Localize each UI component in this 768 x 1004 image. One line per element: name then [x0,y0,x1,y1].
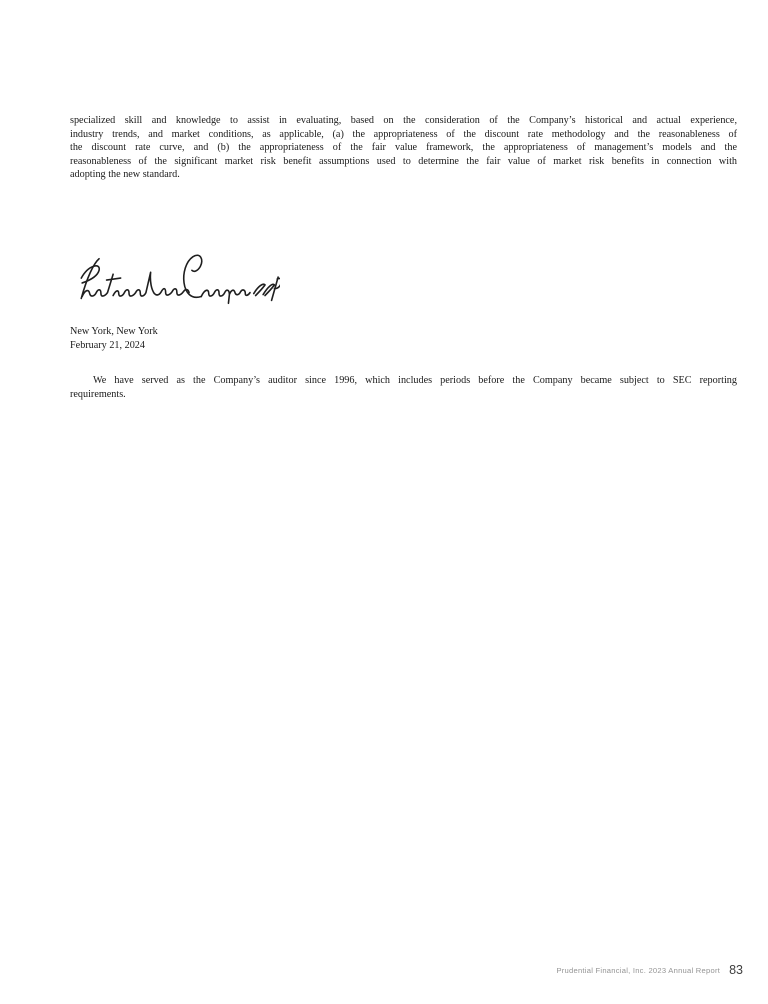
page-footer [556,960,743,980]
paragraph-line: requirements. [70,388,126,400]
paragraph-auditor-tenure [70,374,737,401]
footer-report-title: Prudential Financial, Inc. 2023 Annual Report [556,965,721,975]
signoff-date: February 21, 2024 [70,340,145,351]
paragraph-line: industry trends, and market conditions, as applicable, (a) the appropriateness of the discount rate methodology and the reasonableness of [70,128,737,140]
footer-page-number: 83 [729,963,743,977]
paragraph-line: We have served as the Company’s auditor since 1996, which includes periods before the Company became subject to SEC reporting [93,375,737,386]
signoff-location-date [70,325,158,353]
signature-handwriting-icon [70,251,280,311]
paragraph-line: the discount rate curve, and (b) the appropriateness of the fair value framework, the appropriateness of management’s models and the [70,142,737,153]
paragraph-line: reasonableness of the significant market risk benefit assumptions used to determine the fair value of market risk benefits in connection with [70,155,737,167]
paragraph-line: adopting the new standard. [70,169,180,180]
paragraph-line: specialized skill and knowledge to assist in evaluating, based on the consideration of the Company’s historical and actual experience, [70,115,737,126]
signoff-city: New York, New York [70,326,158,337]
paragraph-critical-audit-matter [70,114,737,182]
signature-pricewaterhousecoopers [70,251,280,311]
